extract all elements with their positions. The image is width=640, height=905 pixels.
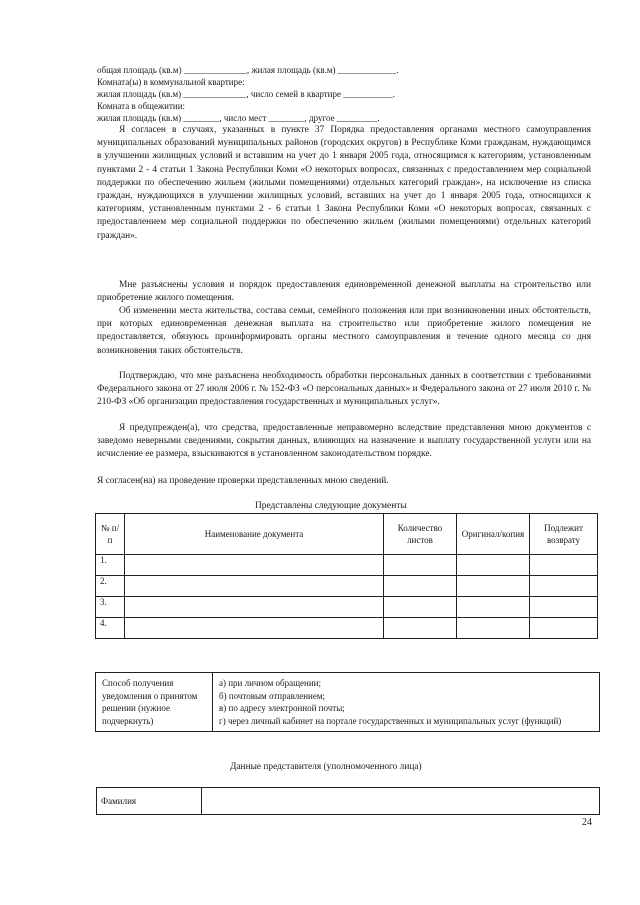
option-personal-account[interactable]: г) через личный кабинет на портале государственных и муниципальных услуг (функций) — [219, 715, 562, 726]
cell-original-copy[interactable] — [457, 576, 530, 597]
representative-table — [96, 787, 600, 815]
col-sheets: Количество листов — [384, 514, 457, 555]
cell-return[interactable] — [530, 618, 598, 639]
cell-document-name[interactable] — [125, 597, 384, 618]
housing-area-line: общая площадь (кв.м) ______________, жилая площадь (кв.м) _____________. — [97, 65, 399, 75]
surname-label: Фамилия — [97, 788, 202, 815]
col-number: № п/п — [96, 514, 125, 555]
cell-return[interactable] — [530, 555, 598, 576]
cell-original-copy[interactable] — [457, 555, 530, 576]
representative-title: Данные представителя (уполномоченного лица) — [230, 762, 422, 772]
page-number: 24 — [582, 817, 592, 828]
cell-return[interactable] — [530, 576, 598, 597]
row-number: 4. — [96, 618, 125, 639]
row-number: 3. — [96, 597, 125, 618]
option-by-mail[interactable]: б) почтовым отправлением; — [219, 690, 326, 701]
table-row — [96, 555, 598, 576]
explained-paragraph: Мне разъяснены условия и порядок предоставления единовременной денежной выплаты на строительство или приобретение жилого помещения. — [97, 280, 591, 304]
cell-document-name[interactable] — [125, 618, 384, 639]
table-row — [96, 618, 598, 639]
notification-options — [213, 673, 600, 732]
cell-document-name[interactable] — [125, 576, 384, 597]
cell-document-name[interactable] — [125, 555, 384, 576]
notification-method-table — [95, 672, 600, 732]
dorm-area-line: жилая площадь (кв.м) ________, число мест ________, другое _________. — [97, 113, 380, 123]
cell-sheets[interactable] — [384, 555, 457, 576]
cell-sheets[interactable] — [384, 597, 457, 618]
surname-field[interactable] — [202, 788, 600, 815]
communal-area-line: жилая площадь (кв.м) ______________, число семей в квартире ___________. — [97, 89, 395, 99]
obligation-paragraph: Об изменении места жительства, состава семьи, семейного положения или при возникновении иных обстоятельств, при которых единовременная денежная выплата на строительство или приобретение жилого помещения не предоставляется, обязуюсь проинформировать органы местного самоуправления в течение одного месяца со дня возникновения таких обстоятельств. — [97, 306, 591, 356]
option-in-person[interactable]: а) при личном обращении; — [219, 678, 321, 688]
dorm-room-heading: Комната в общежитии: — [97, 101, 186, 111]
notification-method-label: Способ получения уведомления о принятом решении (нужное подчеркнуть) — [96, 673, 213, 732]
verification-consent: Я согласен(на) на проведение проверки представленных мною сведений. — [97, 476, 389, 486]
personal-data-paragraph: Подтверждаю, что мне разъяснена необходимость обработки персональных данных в соответствии с требованиями Федерального закона от 27 июля 2006 г. № 152-ФЗ «О персональных данных» и Федерального закона от 27 июля 2010 г. № 210-ФЗ «Об организации предоставления государственных и муниципальных услуг». — [97, 371, 591, 408]
cell-original-copy[interactable] — [457, 597, 530, 618]
cell-sheets[interactable] — [384, 618, 457, 639]
documents-table-caption: Представлены следующие документы — [255, 501, 407, 511]
communal-room-heading: Комната(ы) в коммунальной квартире: — [97, 77, 245, 87]
warning-paragraph: Я предупрежден(а), что средства, предоставленные неправомерно вследствие представления мною документов с заведомо неверными сведениями, сокрытия данных, влияющих на назначение и выплату государственной услуги или на исчисление ее размера, взыскиваются в установленном законодательством порядке. — [97, 423, 591, 460]
col-document-name: Наименование документа — [125, 514, 384, 555]
row-number: 1. — [96, 555, 125, 576]
cell-sheets[interactable] — [384, 576, 457, 597]
col-original-copy: Оригинал/копия — [457, 514, 530, 555]
table-header-row — [96, 514, 598, 555]
col-return: Подлежит возврату — [530, 514, 598, 555]
cell-original-copy[interactable] — [457, 618, 530, 639]
consent-paragraph: Я согласен в случаях, указанных в пункте 37 Порядка предоставления органами местного самоуправления муниципальных образований муниципальных районов (городских округов) в Республике Коми гражданам, нуждающимся в улучшении жилищных условий и вставшим на учет до 1 января 2005 года, относящимся к категориям, установленным пунктами 2 - 4 статьи 1 Закона Республики Коми «О некоторых вопросах, связанных с предоставлением мер социальной поддержки по обеспечению жильем (жилыми помещениями) отдельных категорий граждан», на исключение из списка граждан, нуждающихся в улучшении жилищных условий, вставших на учет до 1 января 2005 года, относящихся к категориям, установленным пунктами 2 - 6 статьи 1 Закона Республики Коми «О некоторых вопросах, связанных с предоставлением мер социальной поддержки по обеспечению жильем (жилыми помещениями) отдельных категорий граждан». — [97, 125, 591, 241]
option-by-email[interactable]: в) по адресу электронной почты; — [219, 703, 345, 713]
row-number: 2. — [96, 576, 125, 597]
table-row — [96, 597, 598, 618]
table-row — [96, 576, 598, 597]
cell-return[interactable] — [530, 597, 598, 618]
documents-table — [95, 513, 598, 639]
